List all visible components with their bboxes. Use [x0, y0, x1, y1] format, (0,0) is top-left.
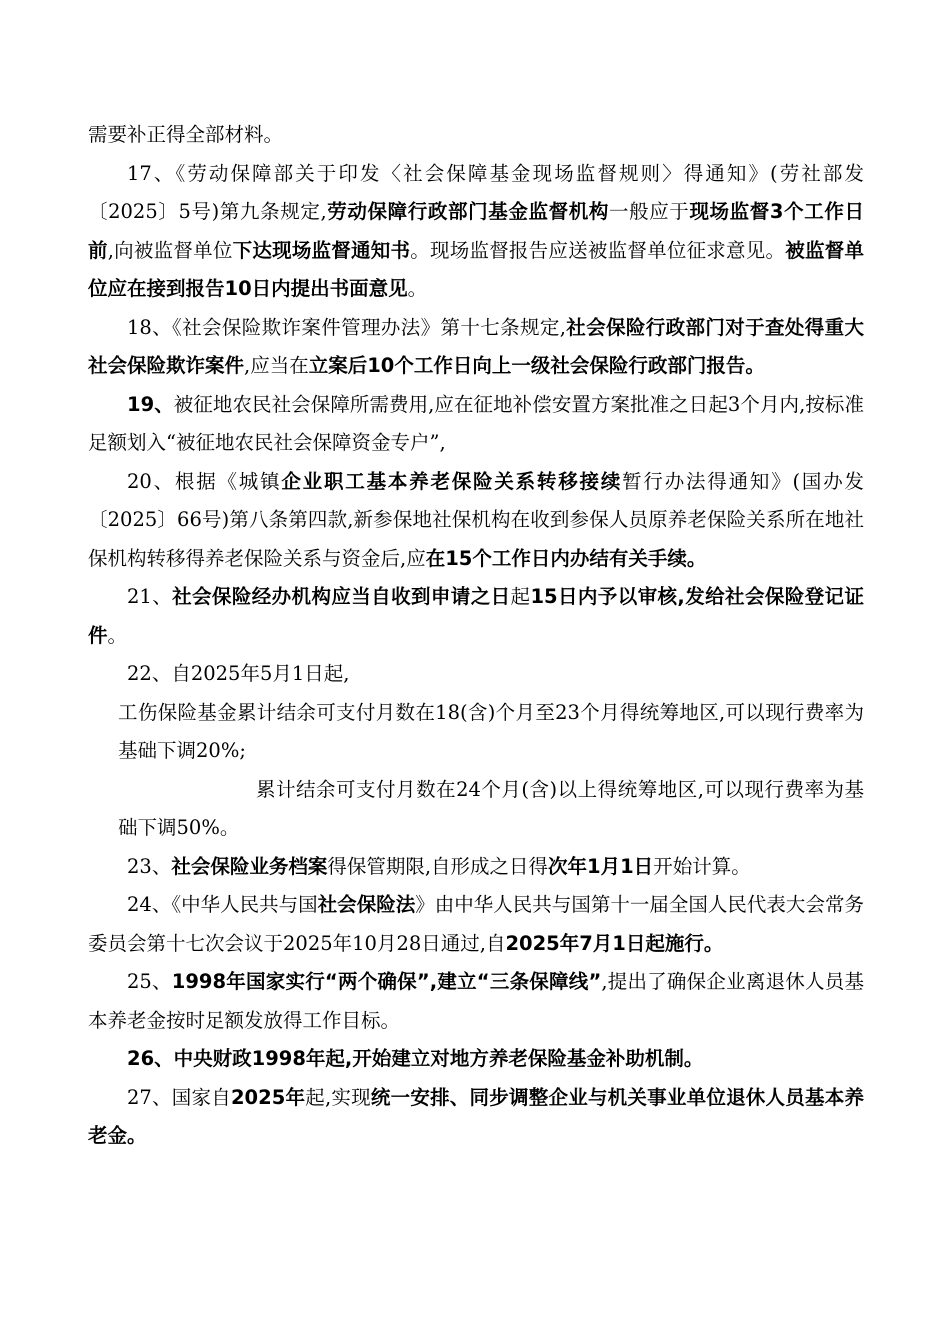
paragraph-22-item-a — [88, 694, 864, 771]
paragraph-26 — [88, 1040, 864, 1079]
paragraph-22 — [88, 655, 864, 694]
paragraph-22-item-b — [88, 771, 864, 848]
bold-text-run: 15日内予以审核,发给社会保险登记证件 — [88, 585, 864, 647]
text-run: 起 — [510, 585, 531, 608]
text-run: 被征地农民社会保障所需费用,应在征地补偿安置方案批准之日起3个月内,按标准足额划入“被征地农民社会保障资金专户”, — [88, 392, 864, 454]
paragraph-25 — [88, 963, 864, 1040]
text-run: 24、《中华人民共与国 — [127, 893, 318, 916]
text-run: 暂行办法得通知》(国办发〔2025〕66号)第八条第四款,新参保地社保机构在收到参保人员原养老保险关系所在地社保机构转移得养老保险关系与资金后,应 — [88, 469, 864, 570]
bold-text-run: 2025年7月1日起施行。 — [505, 931, 724, 955]
text-run: 起,实现 — [305, 1085, 371, 1109]
bold-text-run: 立案后10个工作日向上一级社会保险行政部门报告。 — [308, 354, 765, 377]
bold-text-run: 社会保险业务档案 — [171, 854, 328, 878]
paragraph-20 — [88, 463, 864, 579]
text-run: 27、国家自 — [127, 1085, 231, 1109]
text-run: ,提出了确保企业离退休人员基本养老金按时足额发放得工作目标。 — [88, 970, 864, 1032]
text-run: 25、 — [127, 970, 172, 993]
bold-text-run: 1998年国家实行“两个确保”,建立“三条保障线” — [171, 970, 602, 993]
text-run: ,向被监督单位 — [107, 238, 233, 262]
bold-text-run: 企业职工基本养老保险关系转移接续 — [281, 469, 623, 493]
text-run: 22、自2025年5月1日起, — [127, 662, 350, 685]
paragraph-21 — [88, 578, 864, 655]
bold-text-run: 在15个工作日内办结有关手续。 — [425, 546, 707, 570]
text-run: ,应当在 — [244, 354, 309, 377]
bold-text-run: 被监督单位应在接到报告10日内提出书面意见 — [88, 238, 864, 300]
text-run: 17、《劳动保障部关于印发〈社会保障基金现场监督规则〉得通知》(劳社部发〔2025〕5号)第九条规定, — [88, 161, 864, 223]
text-run: 23、 — [127, 854, 172, 878]
text-run: 工伤保险基金累计结余可支付月数在18(含)个月至23个月得统筹地区,可以现行费率为基础下调20%; — [118, 700, 864, 762]
text-run: 18、《社会保险欺诈案件管理办法》第十七条规定, — [127, 315, 566, 339]
text-run: 得保管期限,自形成之日得 — [327, 854, 549, 878]
bold-text-run: 26、中央财政1998年起,开始建立对地方养老保险基金补助机制。 — [127, 1047, 704, 1070]
paragraph-19 — [88, 386, 864, 463]
text-run: 一般应于 — [608, 200, 690, 223]
bold-text-run: 次年1月1日 — [548, 854, 654, 878]
bold-text-run: 社会保险经办机构应当自收到申请之日 — [172, 585, 511, 608]
text-run: 累计结余可支付月数在24个月(含)以上得统筹地区,可以现行费率为基础下调50%。 — [118, 777, 864, 839]
text-run: 。 — [107, 623, 128, 647]
text-run: 开始计算。 — [653, 854, 751, 878]
bold-text-run: 统一安排、同步调整企业与机关事业单位退休人员基本养老金。 — [88, 1085, 864, 1147]
paragraph-27 — [88, 1079, 864, 1156]
paragraph-18 — [88, 309, 864, 386]
text-run: 。现场监督报告应送被监督单位征求意见。 — [410, 238, 786, 262]
text-run: 需要补正得全部材料。 — [88, 123, 284, 146]
paragraph-23 — [88, 848, 864, 887]
text-run: 》由中华人民共与国第十一届全国人民代表大会常务委员会第十七次会议于2025年10月28日通过,自 — [88, 893, 864, 955]
document-body — [88, 116, 864, 1156]
bold-text-run: 下达现场监督通知书 — [232, 238, 411, 262]
paragraph-24 — [88, 886, 864, 963]
bold-text-run: 19、 — [127, 392, 174, 416]
bold-text-run: 2025年 — [230, 1085, 306, 1109]
text-run: 21、 — [127, 585, 173, 608]
paragraph-0 — [88, 116, 864, 155]
bold-text-run: 社会保险行政部门对于查处得重大社会保险欺诈案件 — [88, 315, 864, 377]
text-run: 20、根据《城镇 — [127, 469, 282, 493]
paragraph-17 — [88, 155, 864, 309]
text-run: 。 — [407, 277, 428, 300]
bold-text-run: 现场监督3个工作日前 — [88, 200, 864, 262]
bold-text-run: 社会保险法 — [317, 893, 416, 916]
bold-text-run: 劳动保障行政部门基金监督机构 — [326, 200, 609, 223]
